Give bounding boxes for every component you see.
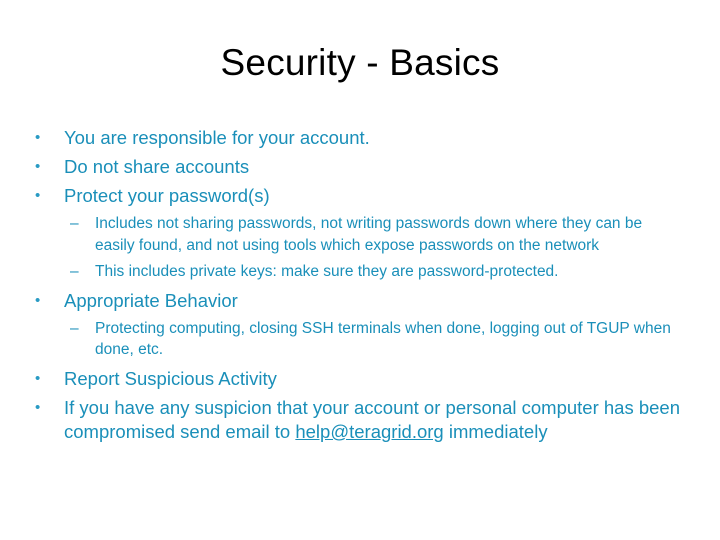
bullet-marker: • (35, 158, 41, 175)
sub-bullet-item (34, 261, 684, 283)
bullet-marker: • (35, 369, 41, 387)
sub-bullet-text: Includes not sharing passwords, not writing passwords down where they can be easily found, and not using tools which expose passwords on the network (95, 215, 643, 254)
bullet-marker: • (35, 291, 41, 309)
bullet-marker: • (35, 398, 41, 416)
sub-bullet-group (34, 318, 684, 361)
sub-bullet-item (34, 213, 684, 256)
bullet-item (34, 367, 684, 391)
bullet-item (34, 289, 684, 313)
slide-body (34, 126, 684, 449)
email-link[interactable]: help@teragrid.org (295, 420, 444, 442)
dash-marker: – (70, 319, 79, 337)
bullet-text: Do not share accounts (64, 156, 250, 177)
bullet-text: Protect your password(s) (64, 185, 270, 206)
slide-title: Security - Basics (220, 42, 500, 83)
sub-bullet-text: This includes private keys: make sure they are password-protected. (95, 263, 559, 281)
bullet-text: Appropriate Behavior (64, 289, 238, 311)
bullet-text: Report Suspicious Activity (64, 367, 277, 389)
bullet-item (34, 155, 684, 179)
dash-marker: – (70, 263, 79, 281)
sub-bullet-item (34, 318, 684, 361)
bullet-item (34, 396, 684, 444)
bullet-marker: • (35, 129, 41, 146)
sub-bullet-text: Protecting computing, closing SSH terminals when done, logging out of TGUP when done, etc. (95, 319, 671, 359)
bullet-item (34, 184, 684, 208)
dash-marker: – (70, 215, 79, 232)
sub-bullet-group (34, 213, 684, 283)
bullet-text: You are responsible for your account. (64, 127, 370, 148)
bullet-marker: • (35, 187, 41, 204)
bullet-text: If you have any suspicion that your account or personal computer has been compromised send email to (64, 396, 681, 442)
bullet-item (34, 126, 684, 150)
bullet-text-end: immediately (443, 420, 548, 442)
